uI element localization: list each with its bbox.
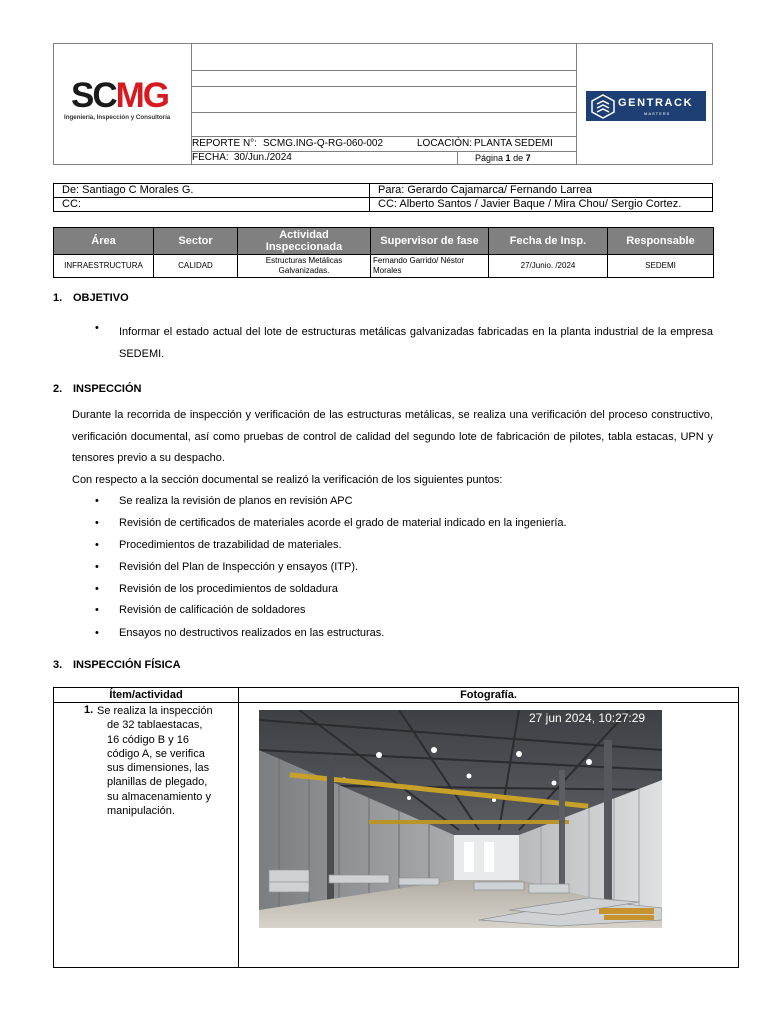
col-header-date: Fecha de Insp. <box>489 228 608 255</box>
report-number: SCMG.ING-Q-RG-060-002 <box>263 138 384 149</box>
col-header-activity: Actividad Inspeccionada <box>238 228 371 255</box>
photo-timestamp: 27 jun 2024, 10:27:29 <box>529 711 646 725</box>
col-header-sector: Sector <box>154 228 238 255</box>
col-header-photo: Fotografía. <box>460 689 517 701</box>
section-2-intro: Con respecto a la sección documental se realizó la verificación de los siguientes puntos: <box>72 474 503 486</box>
cell-supervisor: Fernando Garrido/ Néstor Morales <box>371 255 489 278</box>
date-value: 30/Jun./2024 <box>234 152 292 163</box>
item-number: 1. <box>84 704 94 716</box>
section-3-heading: 3. INSPECCIÓN FÍSICA <box>53 659 181 671</box>
warehouse-photo <box>259 710 662 928</box>
gentrack-mark-icon <box>589 93 617 119</box>
section-1-heading: 1. OBJETIVO <box>53 292 129 304</box>
activity-table <box>53 227 714 278</box>
activity-header-row <box>54 228 714 255</box>
distribution-table <box>53 183 713 212</box>
cell-area: INFRAESTRUCTURA <box>54 255 154 278</box>
to-cell: Para: Gerardo Cajamarca/ Fernando Larrea <box>370 184 713 198</box>
scmg-logo: SCMG <box>71 76 169 115</box>
scmg-logo-tagline: Ingeniería, Inspección y Consultoría <box>64 114 171 121</box>
cc-left-cell: CC: <box>54 198 370 212</box>
section-2-paragraph: Durante la recorrida de inspección y verificación de las estructuras metálicas, se realiza una verificación del proceso constructivo, verificación documental, así como pruebas de control de calidad del segundo lote de fabricación de pilotes, tabla estacas, UPN y tensores previo a su despacho. <box>72 409 713 464</box>
cell-activity: Estructuras Metálicas Galvanizadas. <box>238 255 371 278</box>
gentrack-logo: GENTRACK MASTERS <box>586 91 706 121</box>
cell-date: 27/Junio. /2024 <box>489 255 608 278</box>
location-value: PLANTA SEDEMI <box>474 138 553 149</box>
table-row <box>54 255 714 278</box>
section-2-heading: 2. INSPECCIÓN <box>53 383 142 395</box>
cell-sector: CALIDAD <box>154 255 238 278</box>
page-indicator: Página 1 de 7 <box>475 153 531 163</box>
from-cell: De: Santiago C Morales G. <box>54 184 370 198</box>
cc-right-cell: CC: Alberto Santos / Javier Baque / Mira Chou/ Sergio Cortez. <box>370 198 713 212</box>
col-header-item: Ítem/actividad <box>109 689 183 701</box>
report-label: REPORTE N°: <box>192 138 257 149</box>
date-label: FECHA: <box>192 152 229 163</box>
cell-responsible: SEDEMI <box>608 255 714 278</box>
col-header-responsible: Responsable <box>608 228 714 255</box>
item-description: Se realiza la inspección de 32 tablaestacas, 16 código B y 16 código A, se verifica sus dimensiones, las planillas de plegado, su almacenamiento y manipulación. <box>97 705 213 818</box>
col-header-supervisor: Supervisor de fase <box>371 228 489 255</box>
col-header-area: Área <box>54 228 154 255</box>
location-label: LOCACIÓN: <box>417 138 473 149</box>
header-info-cell <box>192 43 576 165</box>
